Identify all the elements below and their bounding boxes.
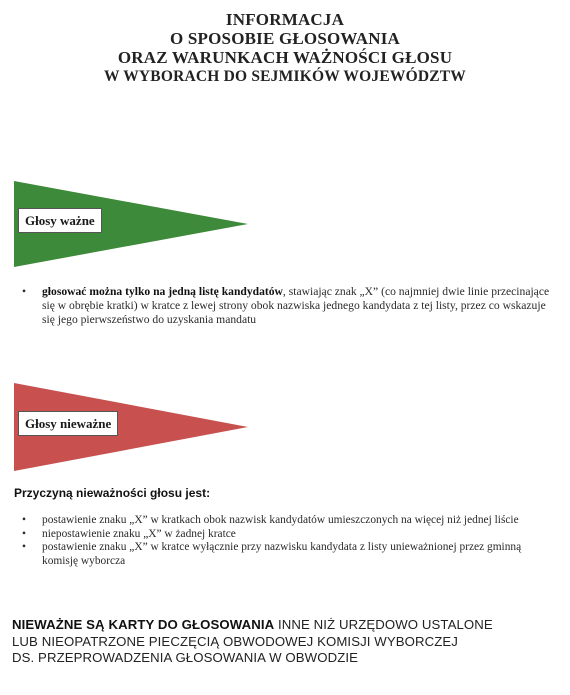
invalid-votes-list — [18, 514, 558, 568]
title-line-4: W WYBORACH DO SEJMIKÓW WOJEWÓDZTW — [103, 68, 466, 85]
invalid-votes-banner — [14, 383, 248, 471]
bullet-icon: • — [22, 541, 26, 553]
footer-notice — [12, 617, 562, 667]
valid-rule-bold: głosować można tylko na jedną listę kandydatów — [42, 285, 283, 298]
bullet-icon: • — [22, 514, 26, 526]
valid-votes-banner — [14, 181, 248, 267]
invalid-reason-text: postawienie znaku „X” w kratce wyłącznie przy nazwisku kandydata z listy unieważnionej przez gminną komisję wyborcza — [42, 541, 522, 567]
list-item — [18, 285, 558, 327]
valid-rule-text: , stawiając znak „X” (co najmniej dwie linie przecinające się w obrębie kratki) w kratce z lewej strony obok nazwiska jednego kandydata z tej listy, przez co wskazuje się jego pierwszeństwo do uzyskania mandatu — [42, 285, 550, 326]
valid-votes-list — [18, 285, 558, 327]
footer-text-1: INNE NIŻ URZĘDOWO USTALONE — [274, 617, 493, 632]
document-title — [0, 10, 570, 86]
valid-votes-label: Głosy ważne — [18, 208, 102, 233]
footer-line-3: DS. PRZEPROWADZENIA GŁOSOWANIA W OBWODZIE — [12, 650, 359, 665]
title-line-1: INFORMACJA — [225, 10, 345, 29]
bullet-icon: • — [22, 285, 27, 298]
list-item — [18, 541, 558, 568]
invalid-votes-label: Głosy nieważne — [18, 411, 118, 436]
footer-line-2: LUB NIEOPATRZONE PIECZĘCIĄ OBWODOWEJ KOMISJI WYBORCZEJ — [12, 633, 458, 649]
list-item — [18, 528, 558, 542]
invalid-reason-heading: Przyczyną nieważności głosu jest: — [14, 486, 211, 500]
invalid-reason-text: postawienie znaku „X” w kratkach obok nazwisk kandydatów umieszczonych na więcej niż jednej liście — [42, 514, 519, 526]
list-item — [18, 514, 558, 528]
invalid-reason-text: niepostawienie znaku „X” w żadnej kratce — [42, 527, 236, 540]
bullet-icon: • — [22, 527, 26, 540]
title-line-3: ORAZ WARUNKACH WAŻNOŚCI GŁOSU — [117, 48, 453, 67]
footer-bold: NIEWAŻNE SĄ KARTY DO GŁOSOWANIA — [12, 617, 275, 632]
title-line-2: O SPOSOBIE GŁOSOWANIA — [170, 29, 400, 48]
